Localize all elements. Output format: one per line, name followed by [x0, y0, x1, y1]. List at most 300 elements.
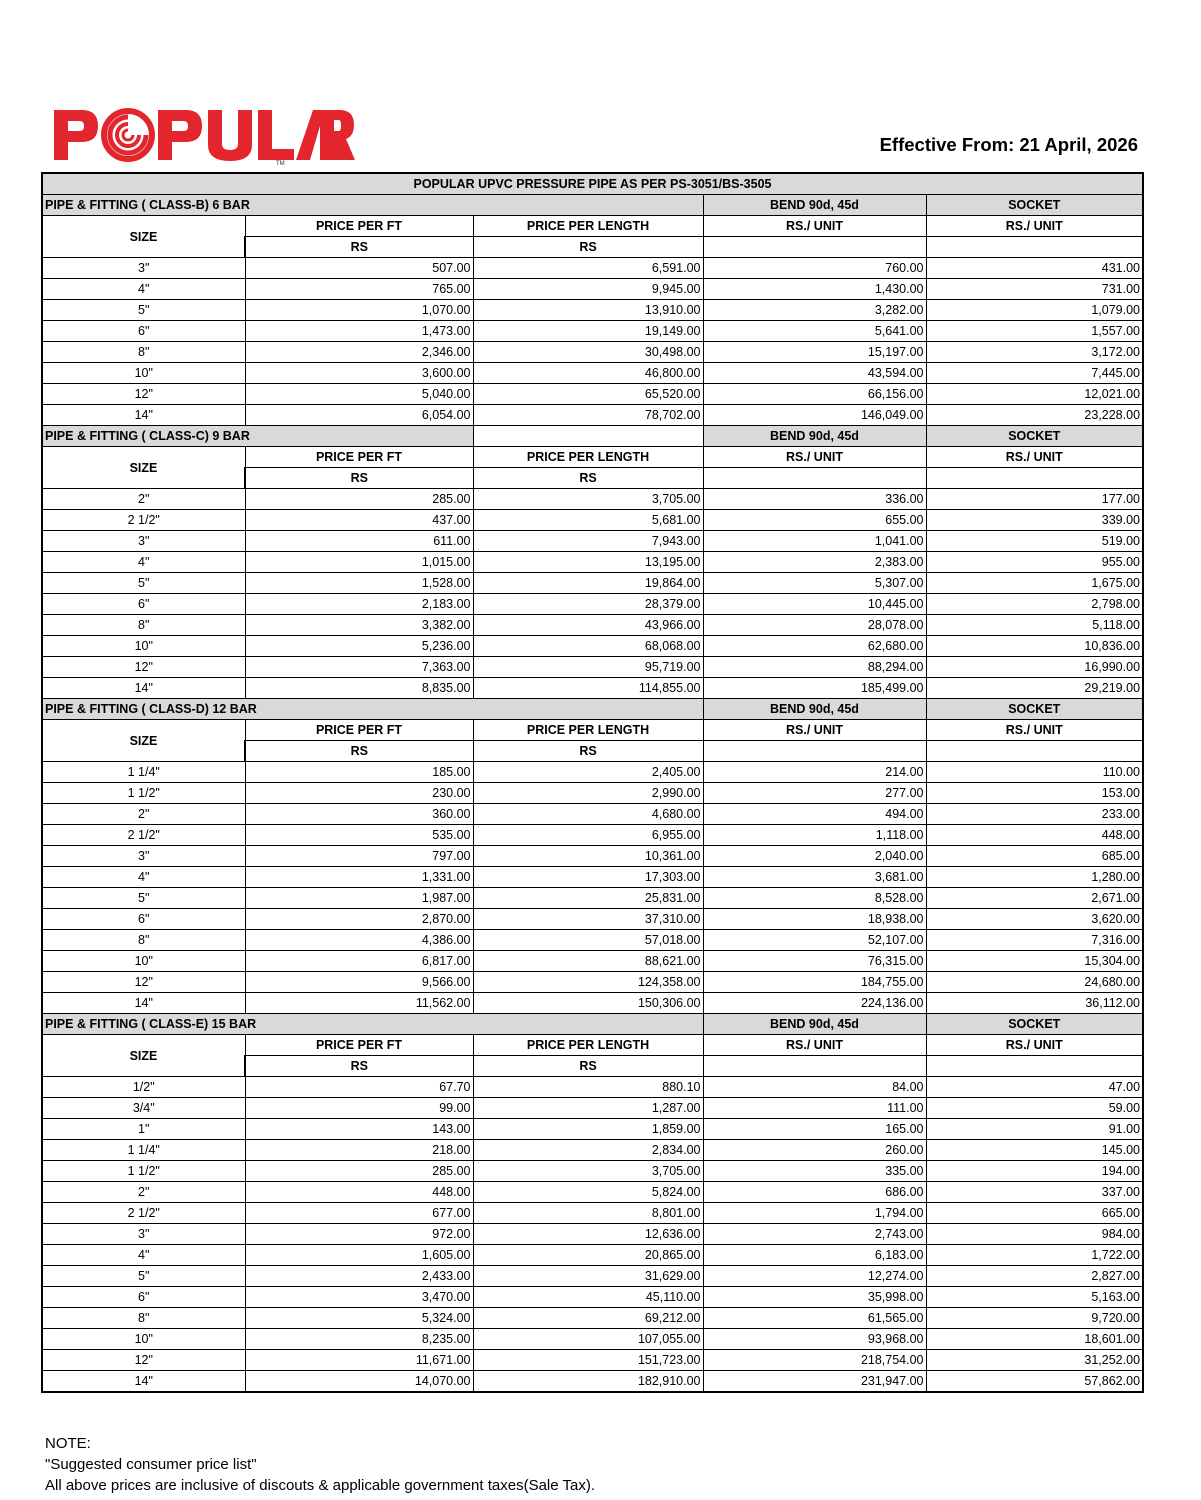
bend-price-cell: 231,947.00: [703, 1371, 926, 1393]
price-per-ft-cell: 185.00: [245, 762, 473, 783]
price-per-length-cell: 19,864.00: [473, 573, 703, 594]
price-per-ft-cell: 797.00: [245, 846, 473, 867]
socket-price-cell: 15,304.00: [926, 951, 1143, 972]
price-per-length-cell: 13,195.00: [473, 552, 703, 573]
rs-length-label: RS: [473, 237, 703, 258]
price-per-length-cell: 37,310.00: [473, 909, 703, 930]
table-row: [42, 804, 1143, 825]
socket-price-cell: 29,219.00: [926, 678, 1143, 699]
table-row: [42, 1245, 1143, 1266]
table-row: [42, 1371, 1143, 1393]
column-header-row: [42, 447, 1143, 468]
socket-price-cell: 23,228.00: [926, 405, 1143, 426]
bend-price-cell: 3,681.00: [703, 867, 926, 888]
empty-cell: [703, 237, 926, 258]
size-cell: 14": [42, 405, 245, 426]
bend-price-cell: 224,136.00: [703, 993, 926, 1014]
table-row: [42, 846, 1143, 867]
size-cell: 3": [42, 1224, 245, 1245]
price-per-length-cell: 69,212.00: [473, 1308, 703, 1329]
price-per-ft-header: PRICE PER FT: [245, 216, 473, 237]
section-title: PIPE & FITTING ( CLASS-B) 6 BAR: [42, 195, 703, 216]
socket-price-cell: 519.00: [926, 531, 1143, 552]
size-cell: 8": [42, 342, 245, 363]
bend-price-cell: 61,565.00: [703, 1308, 926, 1329]
rs-ft-label: RS: [245, 237, 473, 258]
table-row: [42, 300, 1143, 321]
bend-price-cell: 28,078.00: [703, 615, 926, 636]
table-row: [42, 1287, 1143, 1308]
size-header: SIZE: [42, 216, 245, 258]
empty-cell: [926, 468, 1143, 489]
table-row: [42, 321, 1143, 342]
bend-unit-header: RS./ UNIT: [703, 447, 926, 468]
price-per-ft-cell: 1,015.00: [245, 552, 473, 573]
bend-price-cell: 335.00: [703, 1161, 926, 1182]
price-per-length-cell: 4,680.00: [473, 804, 703, 825]
price-per-ft-cell: 677.00: [245, 1203, 473, 1224]
table-row: [42, 1266, 1143, 1287]
price-per-length-cell: 68,068.00: [473, 636, 703, 657]
size-cell: 12": [42, 384, 245, 405]
rs-ft-label: RS: [245, 1056, 473, 1077]
price-per-ft-cell: 5,324.00: [245, 1308, 473, 1329]
table-row: [42, 930, 1143, 951]
size-cell: 2": [42, 489, 245, 510]
size-cell: 12": [42, 657, 245, 678]
size-cell: 4": [42, 552, 245, 573]
table-row: [42, 405, 1143, 426]
note-heading: NOTE:: [45, 1435, 91, 1452]
socket-price-cell: 9,720.00: [926, 1308, 1143, 1329]
price-per-length-cell: 10,361.00: [473, 846, 703, 867]
socket-price-cell: 955.00: [926, 552, 1143, 573]
bend-price-cell: 15,197.00: [703, 342, 926, 363]
table-row: [42, 489, 1143, 510]
price-per-length-cell: 31,629.00: [473, 1266, 703, 1287]
bend-price-cell: 165.00: [703, 1119, 926, 1140]
bend-price-cell: 2,040.00: [703, 846, 926, 867]
socket-price-cell: 7,316.00: [926, 930, 1143, 951]
size-cell: 14": [42, 993, 245, 1014]
socket-price-cell: 685.00: [926, 846, 1143, 867]
size-cell: 5": [42, 573, 245, 594]
price-per-length-cell: 78,702.00: [473, 405, 703, 426]
size-cell: 2 1/2": [42, 825, 245, 846]
table-row: [42, 1329, 1143, 1350]
size-cell: 10": [42, 951, 245, 972]
price-per-ft-cell: 360.00: [245, 804, 473, 825]
socket-header: SOCKET: [926, 699, 1143, 720]
table-row: [42, 342, 1143, 363]
price-per-length-cell: 6,955.00: [473, 825, 703, 846]
bend-price-cell: 12,274.00: [703, 1266, 926, 1287]
price-per-length-cell: 30,498.00: [473, 342, 703, 363]
socket-price-cell: 2,827.00: [926, 1266, 1143, 1287]
price-per-length-cell: 43,966.00: [473, 615, 703, 636]
table-row: [42, 1182, 1143, 1203]
section-blank-cell: [473, 426, 703, 447]
bend-price-cell: 760.00: [703, 258, 926, 279]
price-per-ft-cell: 5,040.00: [245, 384, 473, 405]
table-row: [42, 1161, 1143, 1182]
bend-price-cell: 146,049.00: [703, 405, 926, 426]
price-per-length-cell: 65,520.00: [473, 384, 703, 405]
table-row: [42, 1077, 1143, 1098]
size-cell: 5": [42, 1266, 245, 1287]
table-title: POPULAR UPVC PRESSURE PIPE AS PER PS-3051/BS-3505: [42, 173, 1143, 195]
table-title-row: [42, 173, 1143, 195]
bend-price-cell: 686.00: [703, 1182, 926, 1203]
size-cell: 10": [42, 363, 245, 384]
size-cell: 12": [42, 1350, 245, 1371]
price-per-ft-cell: 1,987.00: [245, 888, 473, 909]
socket-price-cell: 233.00: [926, 804, 1143, 825]
section-header-row: [42, 426, 1143, 447]
price-per-ft-header: PRICE PER FT: [245, 447, 473, 468]
price-per-length-cell: 1,287.00: [473, 1098, 703, 1119]
bend-price-cell: 218,754.00: [703, 1350, 926, 1371]
socket-price-cell: 24,680.00: [926, 972, 1143, 993]
price-per-ft-header: PRICE PER FT: [245, 720, 473, 741]
price-per-ft-cell: 2,346.00: [245, 342, 473, 363]
socket-price-cell: 16,990.00: [926, 657, 1143, 678]
socket-price-cell: 5,118.00: [926, 615, 1143, 636]
section-title: PIPE & FITTING ( CLASS-D) 12 BAR: [42, 699, 703, 720]
price-per-ft-cell: 8,835.00: [245, 678, 473, 699]
socket-price-cell: 665.00: [926, 1203, 1143, 1224]
bend-price-cell: 10,445.00: [703, 594, 926, 615]
price-per-ft-cell: 1,605.00: [245, 1245, 473, 1266]
size-cell: 6": [42, 594, 245, 615]
table-row: [42, 552, 1143, 573]
price-per-length-header: PRICE PER LENGTH: [473, 447, 703, 468]
table-row: [42, 1119, 1143, 1140]
size-header: SIZE: [42, 447, 245, 489]
section-header-row: [42, 699, 1143, 720]
size-cell: 1 1/2": [42, 783, 245, 804]
note-line-2: All above prices are inclusive of discouts & applicable government taxes(Sale Tax).: [45, 1477, 596, 1494]
table-row: [42, 531, 1143, 552]
section-header-row: [42, 1014, 1143, 1035]
table-row: [42, 615, 1143, 636]
rs-ft-label: RS: [245, 741, 473, 762]
bend-price-cell: 8,528.00: [703, 888, 926, 909]
socket-unit-header: RS./ UNIT: [926, 1035, 1143, 1056]
price-per-ft-cell: 8,235.00: [245, 1329, 473, 1350]
effective-date: Effective From: 21 April, 2026: [879, 134, 1138, 155]
price-per-ft-cell: 507.00: [245, 258, 473, 279]
size-cell: 8": [42, 1308, 245, 1329]
bend-unit-header: RS./ UNIT: [703, 720, 926, 741]
socket-price-cell: 984.00: [926, 1224, 1143, 1245]
price-per-ft-cell: 218.00: [245, 1140, 473, 1161]
bend-header: BEND 90d, 45d: [703, 699, 926, 720]
table-row: [42, 573, 1143, 594]
bend-header: BEND 90d, 45d: [703, 1014, 926, 1035]
socket-unit-header: RS./ UNIT: [926, 720, 1143, 741]
socket-header: SOCKET: [926, 195, 1143, 216]
socket-price-cell: 1,557.00: [926, 321, 1143, 342]
price-per-ft-cell: 448.00: [245, 1182, 473, 1203]
price-per-ft-cell: 765.00: [245, 279, 473, 300]
price-per-ft-cell: 4,386.00: [245, 930, 473, 951]
socket-price-cell: 59.00: [926, 1098, 1143, 1119]
popular-logo: [52, 104, 357, 166]
price-per-length-cell: 5,681.00: [473, 510, 703, 531]
socket-price-cell: 1,675.00: [926, 573, 1143, 594]
bend-price-cell: 2,743.00: [703, 1224, 926, 1245]
price-per-length-cell: 114,855.00: [473, 678, 703, 699]
socket-price-cell: 36,112.00: [926, 993, 1143, 1014]
size-cell: 10": [42, 1329, 245, 1350]
size-cell: 2 1/2": [42, 1203, 245, 1224]
section-title: PIPE & FITTING ( CLASS-C) 9 BAR: [42, 426, 473, 447]
price-per-ft-cell: 535.00: [245, 825, 473, 846]
price-per-length-header: PRICE PER LENGTH: [473, 216, 703, 237]
socket-price-cell: 1,722.00: [926, 1245, 1143, 1266]
empty-cell: [703, 1056, 926, 1077]
size-cell: 1": [42, 1119, 245, 1140]
logo-letter-p: [54, 110, 98, 160]
size-cell: 14": [42, 678, 245, 699]
price-per-length-cell: 5,824.00: [473, 1182, 703, 1203]
bend-price-cell: 1,430.00: [703, 279, 926, 300]
bend-price-cell: 655.00: [703, 510, 926, 531]
bend-price-cell: 1,794.00: [703, 1203, 926, 1224]
bend-price-cell: 2,383.00: [703, 552, 926, 573]
empty-cell: [703, 468, 926, 489]
table-row: [42, 783, 1143, 804]
socket-header: SOCKET: [926, 426, 1143, 447]
price-per-length-header: PRICE PER LENGTH: [473, 1035, 703, 1056]
empty-cell: [926, 741, 1143, 762]
price-per-length-cell: 20,865.00: [473, 1245, 703, 1266]
price-per-length-cell: 25,831.00: [473, 888, 703, 909]
table-row: [42, 510, 1143, 531]
price-per-length-cell: 151,723.00: [473, 1350, 703, 1371]
rs-length-label: RS: [473, 741, 703, 762]
price-per-ft-cell: 9,566.00: [245, 972, 473, 993]
bend-price-cell: 18,938.00: [703, 909, 926, 930]
socket-price-cell: 5,163.00: [926, 1287, 1143, 1308]
rs-length-label: RS: [473, 468, 703, 489]
price-per-length-cell: 3,705.00: [473, 1161, 703, 1182]
table-row: [42, 1350, 1143, 1371]
price-per-length-cell: 2,405.00: [473, 762, 703, 783]
bend-price-cell: 43,594.00: [703, 363, 926, 384]
size-cell: 4": [42, 867, 245, 888]
bend-unit-header: RS./ UNIT: [703, 216, 926, 237]
price-per-ft-cell: 6,054.00: [245, 405, 473, 426]
size-cell: 4": [42, 279, 245, 300]
notes: [45, 1433, 595, 1496]
empty-cell: [926, 237, 1143, 258]
price-per-length-cell: 12,636.00: [473, 1224, 703, 1245]
price-per-length-cell: 95,719.00: [473, 657, 703, 678]
socket-price-cell: 31,252.00: [926, 1350, 1143, 1371]
price-per-length-cell: 9,945.00: [473, 279, 703, 300]
size-cell: 5": [42, 300, 245, 321]
table-row: [42, 594, 1143, 615]
price-per-length-cell: 182,910.00: [473, 1371, 703, 1393]
socket-price-cell: 337.00: [926, 1182, 1143, 1203]
column-header-row: [42, 216, 1143, 237]
price-per-ft-cell: 3,382.00: [245, 615, 473, 636]
bend-price-cell: 6,183.00: [703, 1245, 926, 1266]
price-per-length-cell: 1,859.00: [473, 1119, 703, 1140]
bend-price-cell: 62,680.00: [703, 636, 926, 657]
socket-header: SOCKET: [926, 1014, 1143, 1035]
table-row: [42, 384, 1143, 405]
size-cell: 8": [42, 930, 245, 951]
price-per-length-cell: 124,358.00: [473, 972, 703, 993]
bend-price-cell: 1,118.00: [703, 825, 926, 846]
bend-price-cell: 52,107.00: [703, 930, 926, 951]
price-per-length-cell: 17,303.00: [473, 867, 703, 888]
socket-price-cell: 18,601.00: [926, 1329, 1143, 1350]
bend-price-cell: 5,641.00: [703, 321, 926, 342]
size-cell: 2 1/2": [42, 510, 245, 531]
price-per-length-cell: 46,800.00: [473, 363, 703, 384]
price-per-length-header: PRICE PER LENGTH: [473, 720, 703, 741]
size-cell: 3": [42, 846, 245, 867]
bend-price-cell: 277.00: [703, 783, 926, 804]
price-per-ft-cell: 7,363.00: [245, 657, 473, 678]
price-per-ft-cell: 99.00: [245, 1098, 473, 1119]
price-per-length-cell: 2,990.00: [473, 783, 703, 804]
price-per-length-cell: 2,834.00: [473, 1140, 703, 1161]
price-per-length-cell: 3,705.00: [473, 489, 703, 510]
size-cell: 1 1/4": [42, 762, 245, 783]
bend-price-cell: 88,294.00: [703, 657, 926, 678]
logo-letter-u: [208, 110, 252, 161]
price-per-length-cell: 6,591.00: [473, 258, 703, 279]
price-per-ft-cell: 2,433.00: [245, 1266, 473, 1287]
price-per-length-cell: 880.10: [473, 1077, 703, 1098]
section-header-row: [42, 195, 1143, 216]
socket-price-cell: 731.00: [926, 279, 1143, 300]
price-per-length-cell: 45,110.00: [473, 1287, 703, 1308]
socket-price-cell: 91.00: [926, 1119, 1143, 1140]
price-table: [41, 172, 1144, 1393]
bend-header: BEND 90d, 45d: [703, 195, 926, 216]
rs-length-label: RS: [473, 1056, 703, 1077]
price-per-ft-cell: 2,870.00: [245, 909, 473, 930]
bend-price-cell: 214.00: [703, 762, 926, 783]
bend-price-cell: 1,041.00: [703, 531, 926, 552]
price-per-ft-cell: 285.00: [245, 1161, 473, 1182]
bend-price-cell: 184,755.00: [703, 972, 926, 993]
size-cell: 6": [42, 321, 245, 342]
socket-price-cell: 153.00: [926, 783, 1143, 804]
size-cell: 1 1/2": [42, 1161, 245, 1182]
socket-price-cell: 145.00: [926, 1140, 1143, 1161]
price-per-ft-cell: 5,236.00: [245, 636, 473, 657]
price-per-length-cell: 28,379.00: [473, 594, 703, 615]
table-row: [42, 636, 1143, 657]
logo-letter-p2: [158, 110, 202, 160]
size-header: SIZE: [42, 720, 245, 762]
table-row: [42, 867, 1143, 888]
bend-price-cell: 35,998.00: [703, 1287, 926, 1308]
size-cell: 6": [42, 1287, 245, 1308]
table-row: [42, 972, 1143, 993]
price-per-ft-cell: 230.00: [245, 783, 473, 804]
price-per-ft-cell: 11,671.00: [245, 1350, 473, 1371]
socket-price-cell: 2,798.00: [926, 594, 1143, 615]
table-row: [42, 888, 1143, 909]
price-per-ft-cell: 6,817.00: [245, 951, 473, 972]
bend-price-cell: 76,315.00: [703, 951, 926, 972]
size-cell: 2": [42, 1182, 245, 1203]
price-per-ft-cell: 11,562.00: [245, 993, 473, 1014]
size-cell: 10": [42, 636, 245, 657]
table-row: [42, 1140, 1143, 1161]
socket-price-cell: 431.00: [926, 258, 1143, 279]
socket-price-cell: 12,021.00: [926, 384, 1143, 405]
bend-price-cell: 111.00: [703, 1098, 926, 1119]
socket-price-cell: 1,280.00: [926, 867, 1143, 888]
socket-unit-header: RS./ UNIT: [926, 447, 1143, 468]
price-per-ft-cell: 2,183.00: [245, 594, 473, 615]
socket-price-cell: 47.00: [926, 1077, 1143, 1098]
price-per-ft-cell: 972.00: [245, 1224, 473, 1245]
socket-price-cell: 1,079.00: [926, 300, 1143, 321]
price-per-ft-cell: 67.70: [245, 1077, 473, 1098]
size-cell: 2": [42, 804, 245, 825]
price-per-length-cell: 107,055.00: [473, 1329, 703, 1350]
bend-price-cell: 66,156.00: [703, 384, 926, 405]
column-header-row: [42, 720, 1143, 741]
socket-price-cell: 2,671.00: [926, 888, 1143, 909]
price-per-length-cell: 19,149.00: [473, 321, 703, 342]
bend-price-cell: 3,282.00: [703, 300, 926, 321]
socket-price-cell: 194.00: [926, 1161, 1143, 1182]
socket-price-cell: 3,620.00: [926, 909, 1143, 930]
price-per-ft-cell: 1,070.00: [245, 300, 473, 321]
size-cell: 4": [42, 1245, 245, 1266]
bend-price-cell: 185,499.00: [703, 678, 926, 699]
price-per-ft-cell: 437.00: [245, 510, 473, 531]
price-per-length-cell: 13,910.00: [473, 300, 703, 321]
section-title: PIPE & FITTING ( CLASS-E) 15 BAR: [42, 1014, 703, 1035]
socket-price-cell: 177.00: [926, 489, 1143, 510]
size-header: SIZE: [42, 1035, 245, 1077]
size-cell: 12": [42, 972, 245, 993]
price-per-ft-cell: 285.00: [245, 489, 473, 510]
size-cell: 14": [42, 1371, 245, 1393]
socket-price-cell: 10,836.00: [926, 636, 1143, 657]
size-cell: 1/2": [42, 1077, 245, 1098]
logo-swirl-icon: [104, 111, 152, 159]
price-per-ft-cell: 143.00: [245, 1119, 473, 1140]
table-row: [42, 279, 1143, 300]
table-row: [42, 825, 1143, 846]
empty-cell: [926, 1056, 1143, 1077]
table-row: [42, 258, 1143, 279]
size-cell: 5": [42, 888, 245, 909]
table-row: [42, 951, 1143, 972]
table-row: [42, 1224, 1143, 1245]
socket-price-cell: 339.00: [926, 510, 1143, 531]
size-cell: 8": [42, 615, 245, 636]
table-row: [42, 1308, 1143, 1329]
bend-header: BEND 90d, 45d: [703, 426, 926, 447]
socket-price-cell: 7,445.00: [926, 363, 1143, 384]
price-per-ft-cell: 1,473.00: [245, 321, 473, 342]
price-per-ft-cell: 14,070.00: [245, 1371, 473, 1393]
